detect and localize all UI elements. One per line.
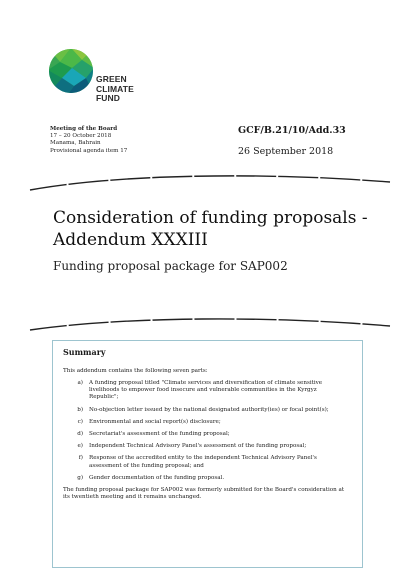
gcf-wordmark (96, 75, 134, 104)
wave-divider-top (0, 172, 413, 194)
list-item-text: Response of the accredited entity to the independent Technical Advisory Panel's assessment of the funding proposal; and (89, 455, 317, 469)
page-subtitle: Funding proposal package for SAP002 (53, 259, 288, 273)
page-title: Consideration of funding proposals - Addendum XXXIII (53, 208, 368, 250)
list-item (63, 475, 352, 482)
summary-intro: This addendum contains the following seven parts: (63, 368, 208, 374)
meeting-dates: 17 – 20 October 2018 (50, 133, 112, 140)
list-marker: a) (77, 380, 83, 386)
list-item-text: A funding proposal titled "Climate services and diversification of climate sensitive livelihoods to empower food insecure and vulnerable communities in the Kyrgyz Republic"; (89, 380, 323, 401)
wordmark-line-1: GREEN (96, 74, 127, 84)
list-marker: d) (77, 431, 83, 438)
gcf-globe-icon (48, 48, 94, 94)
list-marker: e) (77, 443, 83, 450)
wave-divider-bottom (0, 314, 413, 336)
summary-parts-list (63, 380, 352, 482)
list-item-text: No-objection letter issued by the national designated authority(ies) or focal point(s); (89, 406, 329, 413)
document-info (238, 125, 346, 157)
agenda-item: Provisional agenda item 17 (50, 147, 128, 154)
summary-heading: Summary (63, 347, 106, 357)
list-item-text: Independent Technical Advisory Panel's assessment of the funding proposal; (89, 443, 307, 450)
gcf-logo (48, 48, 158, 108)
document-date: 26 September 2018 (238, 146, 334, 157)
meeting-info (50, 126, 127, 155)
summary-closing: The funding proposal package for SAP002 was formerly submitted for the Board's consideration at its twentieth meeting and it remains unchanged. (63, 487, 345, 501)
wordmark-line-3: FUND (96, 93, 121, 103)
list-item (63, 443, 352, 450)
summary-box (52, 340, 363, 568)
document-symbol: GCF/B.21/10/Add.33 (238, 125, 346, 136)
list-item-text: Secretariat's assessment of the funding proposal; (89, 431, 230, 438)
list-item (63, 455, 352, 469)
list-item (63, 380, 352, 402)
list-item-text: Gender documentation of the funding proposal. (89, 474, 225, 481)
list-item-text: Environmental and social report(s) disclosure; (89, 418, 221, 425)
list-item (63, 407, 352, 414)
meeting-heading: Meeting of the Board (50, 126, 118, 132)
list-item (63, 431, 352, 438)
meeting-location: Manama, Bahrain (50, 140, 101, 147)
wordmark-line-2: CLIMATE (96, 83, 134, 94)
list-marker: b) (77, 406, 83, 413)
list-marker: c) (77, 418, 83, 425)
list-marker: f) (78, 455, 83, 462)
list-marker: g) (77, 474, 83, 481)
list-item (63, 419, 352, 426)
